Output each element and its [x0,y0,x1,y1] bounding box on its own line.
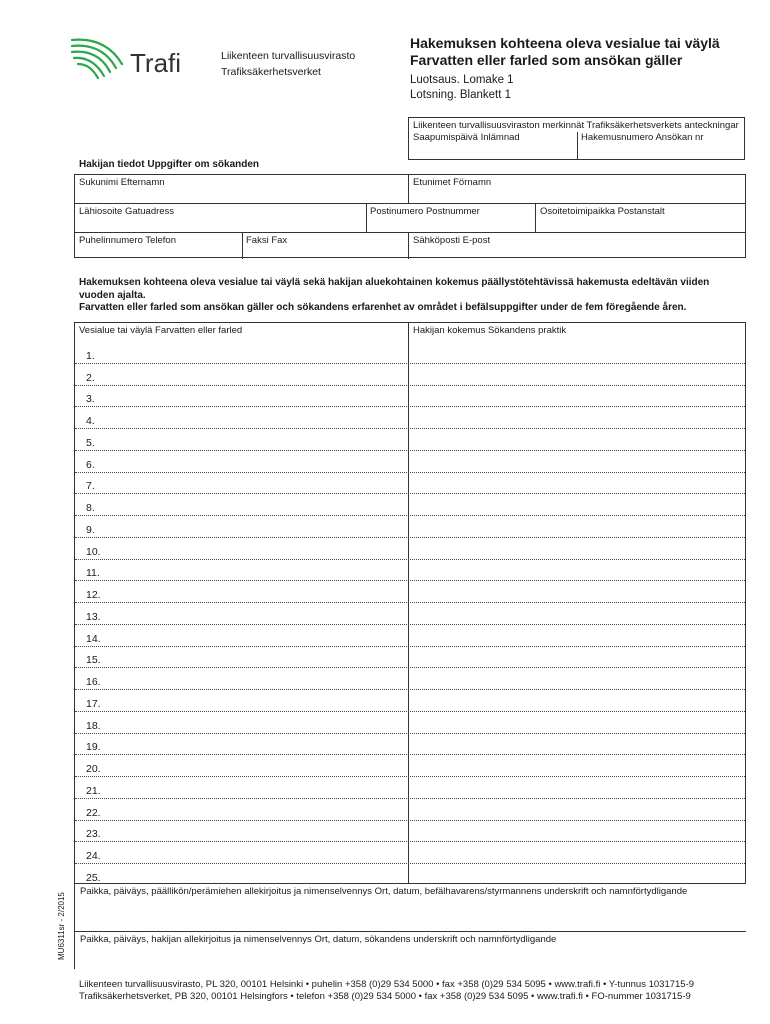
row-number: 13. [86,610,101,623]
row-number: 16. [86,676,101,688]
row-number: 15. [86,654,101,667]
table-row[interactable] [75,428,745,451]
table-row[interactable] [75,559,745,582]
form-title-sv: Farvatten eller farled som ansökan gäller [410,52,683,68]
column-header-waters: Vesialue tai väylä Farvatten eller farled [79,325,243,336]
column-header-experience: Hakijan kokemus Sökandens praktik [413,325,567,336]
table-row[interactable] [75,689,745,712]
row-number: 25. [86,871,101,884]
postcode-field[interactable]: Postinumero Postnummer [370,206,480,217]
table-row[interactable] [75,776,745,799]
applicant-section-heading: Hakijan tiedot Uppgifter om sökanden [79,159,260,170]
row-number: 1. [86,349,95,362]
row-number: 23. [86,828,101,841]
description-fi: Hakemuksen kohteena oleva vesialue tai väylä sekä hakijan aluekohtainen kokemus päällystötehtävissä hakemusta edeltävän viiden vuoden ajalta. [79,277,710,301]
row-number: 20. [86,763,101,775]
grid-divider [408,232,409,259]
table-row[interactable] [75,863,745,885]
received-date-field[interactable]: Saapumispäivä Inlämnad [413,132,520,143]
description-sv: Farvatten eller farled som ansökan gäller och sökandens erfarenhet av området i befälsuppgifter under de fem föregående åren. [79,302,687,313]
email-field[interactable]: Sähköposti E-post [413,235,491,246]
row-number: 22. [86,806,101,819]
table-row[interactable] [75,580,745,603]
grid-divider [242,232,243,259]
trafi-logo [70,36,220,86]
row-number: 8. [86,502,95,514]
grid-divider [75,232,745,233]
applicant-signature-label: Paikka, päiväys, hakijan allekirjoitus ja nimenselvennys Ort, datum, sökandens underskrift och namnförtydligande [80,934,557,945]
row-number: 5. [86,436,95,449]
table-row[interactable] [75,515,745,538]
table-row[interactable] [75,711,745,734]
phone-field[interactable]: Puhelinnumero Telefon [79,235,177,246]
agency-names [221,48,355,80]
row-number: 3. [86,393,95,406]
master-signature-label: Paikka, päiväys, päällikön/perämiehen allekirjoitus ja nimenselvennys Ort, datum, befälhavarens/styrmannens underskrift och namnförtydligande [80,886,688,897]
footer [79,979,694,1003]
row-number: 17. [86,697,101,710]
office-divider [577,132,578,159]
grid-divider [408,175,409,203]
row-number: 19. [86,741,101,754]
table-row[interactable] [75,493,745,516]
row-number: 10. [86,545,101,558]
grid-divider [535,203,536,232]
row-number: 4. [86,415,95,427]
table-row[interactable] [75,537,745,560]
grid-divider [366,203,367,232]
table-row[interactable] [75,602,745,625]
row-number: 9. [86,523,95,536]
office-use-box [408,117,745,160]
form-code: MU6311sr - 2/2015 [57,892,66,960]
logo-wordmark: Trafi [130,48,182,78]
footer-line-fi: Liikenteen turvallisuusvirasto, PL 320, 00101 Helsinki • puhelin +358 (0)29 534 5000 • fax +358 (0)29 534 5095 • www.trafi.fi • Y-tunnus 1031715-9 [79,979,695,990]
table-row[interactable] [75,820,745,843]
surname-field[interactable]: Sukunimi Efternamn [79,177,165,188]
row-number: 6. [86,458,95,471]
table-row[interactable] [75,341,745,364]
post-office-field[interactable]: Osoitetoimipaikka Postanstalt [540,206,665,217]
table-row[interactable] [75,624,745,647]
row-number: 21. [86,784,101,797]
table-row[interactable] [75,406,745,429]
row-number: 18. [86,719,101,732]
row-number: 24. [86,850,101,862]
footer-line-sv: Trafiksäkerhetsverket, PB 320, 00101 Helsingfors • telefon +358 (0)29 534 5000 • fax +358 (0)29 534 5095 • www.trafi.fi • FO-nummer 1031715-9 [79,991,691,1002]
experience-table [74,322,746,884]
office-use-note: Liikenteen turvallisuusviraston merkinnät Trafiksäkerhetsverkets anteckningar [413,120,739,131]
table-row[interactable] [75,841,745,864]
firstnames-field[interactable]: Etunimet Förnamn [413,177,492,188]
form-number-sv: Lotsning. Blankett 1 [410,89,512,101]
table-row[interactable] [75,646,745,669]
table-row[interactable] [75,450,745,473]
form-title-block [410,35,720,103]
row-number: 14. [86,632,101,645]
fax-field[interactable]: Faksi Fax [246,235,288,246]
form-title-fi: Hakemuksen kohteena oleva vesialue tai väylä [410,35,720,51]
section-description [79,277,744,315]
agency-name-sv: Trafiksäkerhetsverket [221,66,321,78]
row-number: 2. [86,371,95,384]
table-row[interactable] [75,754,745,777]
row-number: 12. [86,589,101,601]
row-number: 7. [86,480,95,493]
table-row[interactable] [75,798,745,821]
form-number-fi: Luotsaus. Lomake 1 [410,74,514,86]
grid-divider [75,203,745,204]
applicant-signature-field[interactable] [74,931,746,969]
master-signature-field[interactable] [74,883,746,931]
table-row[interactable] [75,385,745,408]
agency-name-fi: Liikenteen turvallisuusvirasto [221,50,356,62]
row-number: 11. [86,567,100,580]
table-row[interactable] [75,363,745,386]
applicant-details-grid [74,174,746,258]
street-address-field[interactable]: Lähiosoite Gatuadress [79,206,175,217]
table-row[interactable] [75,667,745,690]
table-row[interactable] [75,472,745,495]
application-number-field[interactable]: Hakemusnumero Ansökan nr [581,132,704,143]
table-row[interactable] [75,733,745,756]
